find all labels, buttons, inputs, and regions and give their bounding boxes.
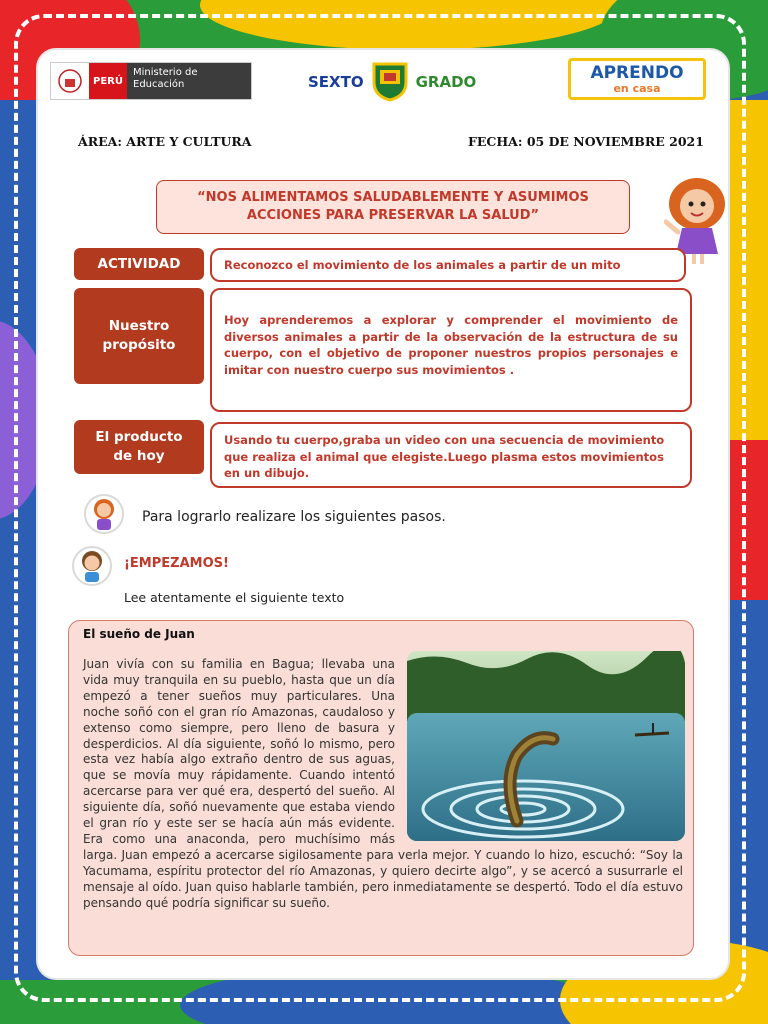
purpose-text: Hoy aprenderemos a explorar y comprender el movimiento de diversos animales a partir de la observación de la estructura de su cuerpo, con el objetivo de proponer nuestros propios personajes e imitar con nuestro cuerpo sus movimientos . bbox=[210, 288, 692, 412]
country-label: PERÚ bbox=[89, 63, 127, 99]
read-instruction: Lee atentamente el siguiente texto bbox=[124, 590, 345, 605]
session-title: “NOS ALIMENTAMOS SALUDABLEMENTE Y ASUMIMOS ACCIONES PARA PRESERVAR LA SALUD” bbox=[156, 180, 630, 234]
product-text: Usando tu cuerpo,graba un video con una secuencia de movimiento que realiza el animal que elegiste.Luego plasma estos movimientos en un dibujo. bbox=[210, 422, 692, 488]
story-title: El sueño de Juan bbox=[83, 627, 195, 641]
ministry-logo bbox=[50, 62, 252, 100]
brand-line-1: APRENDO bbox=[590, 63, 684, 83]
grade-word-1: SEXTO bbox=[308, 73, 364, 91]
brand-line-2: en casa bbox=[613, 82, 661, 95]
worksheet-page bbox=[38, 50, 728, 978]
steps-instruction: Para lograrlo realizare los siguientes pasos. bbox=[142, 509, 446, 525]
anaconda-river-image bbox=[407, 651, 685, 841]
story-body-container bbox=[83, 657, 683, 912]
aprendo-en-casa-logo bbox=[568, 58, 706, 100]
area-label: ÁREA: ARTE Y CULTURA bbox=[78, 134, 252, 149]
date-label: FECHA: 05 DE NOVIEMBRE 2021 bbox=[468, 134, 704, 149]
activity-text: Reconozco el movimiento de los animales a partir de un mito bbox=[210, 248, 686, 282]
story-body: Juan vivía con su familia en Bagua; llevaba una vida muy tranquila en su pueblo, hasta que un día empezó a tener sueños muy particulares. Una noche soñó con el gran río Amazonas, caudaloso y extenso como siempre, pero lleno de basura y desperdicios. Al día siguiente, soñó lo mismo, pero esta vez había algo extraño dentro de sus aguas, que se movía muy rápidamente. Cuando intentó acercarse para ver qué era, despertó del sueño. Al siguiente día, soñó nuevamente que estaba viendo el gran río y este ser se hacía aún más evidente. Era como una anaconda, pero muchísimo más larga. Juan empezó a acercarse sigilosamente para verla mejor. Y cuando lo hizo, escuchó: “Soy la Yacumama, espíritu protector del río Amazonas, y quiero decirte algo”, y se acercó a susurrarle el mensaje al oído. Juan quiso hablarle también, pero inmediatamente se despertó. Todo el día estuvo pensando qué podría significar su sueño. bbox=[83, 657, 683, 910]
start-heading: ¡EMPEZAMOS! bbox=[124, 556, 229, 571]
ministry-label: Ministerio de Educación bbox=[127, 63, 251, 99]
product-label-text: El producto de hoy bbox=[95, 429, 183, 464]
purpose-label-text: Nuestro propósito bbox=[102, 318, 176, 353]
school-crest-icon bbox=[370, 58, 410, 106]
peru-seal-icon bbox=[51, 63, 89, 99]
boy-avatar-icon bbox=[72, 546, 112, 586]
grade-word-2: GRADO bbox=[415, 73, 477, 91]
girl-avatar-icon bbox=[84, 494, 124, 534]
purpose-label bbox=[74, 288, 204, 384]
story-box bbox=[68, 620, 694, 956]
product-label bbox=[74, 420, 204, 474]
activity-label: ACTIVIDAD bbox=[74, 248, 204, 280]
grade-badge bbox=[308, 58, 476, 106]
